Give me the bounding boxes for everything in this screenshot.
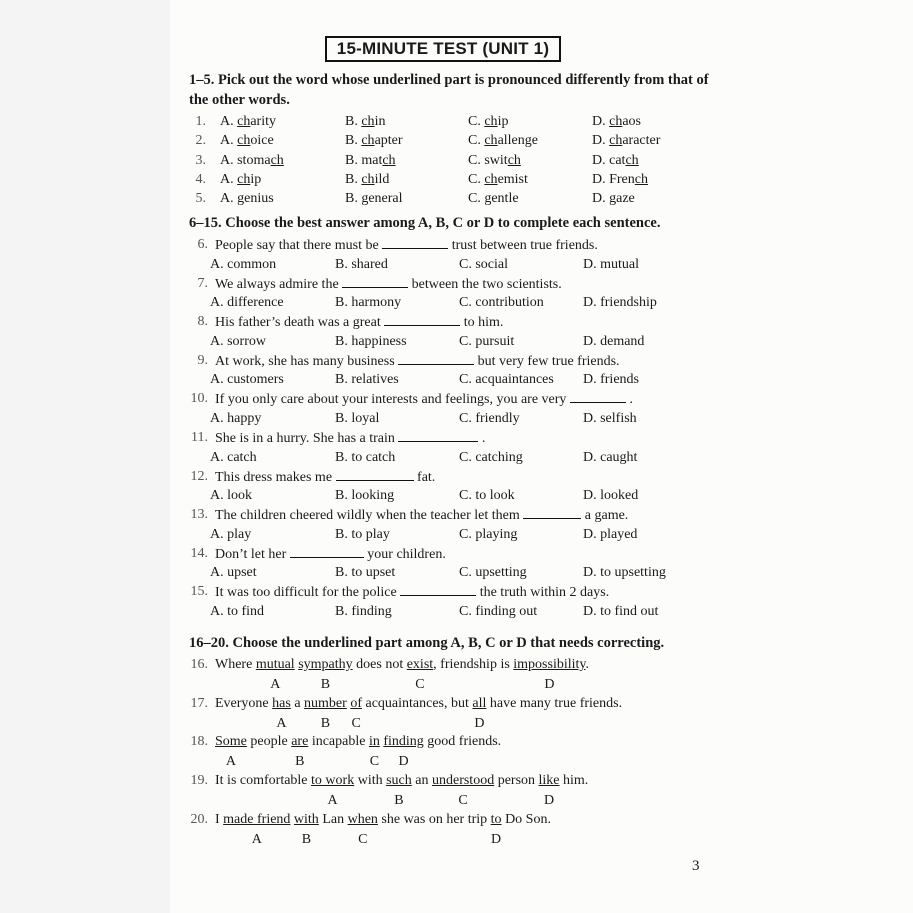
question-number: 11. [191, 430, 208, 445]
answer-option: B. chin [345, 114, 386, 129]
choice-letter: A [251, 831, 262, 847]
underlined-part: impossibility [513, 657, 586, 672]
underlined-part: in [368, 734, 380, 750]
answer-option: C. contribution [459, 295, 544, 311]
answer-option: B. harmony [335, 295, 402, 311]
question-number: 8. [197, 314, 208, 330]
choice-letter: D [544, 677, 555, 692]
underlined-part: mutual [255, 657, 295, 672]
underlined-sound: g [609, 191, 617, 207]
underlined-sound: ch [361, 133, 375, 149]
question-text: Where mutual sympathy does not exist, friendship is impossibility. [215, 657, 589, 672]
underlined-sound: g [237, 191, 245, 207]
answer-option: C. friendly [459, 410, 520, 426]
underlined-part: to work [311, 773, 355, 789]
underlined-part: understood [431, 773, 495, 789]
question-text: It is comfortable to work with such an understood person like him. [215, 773, 589, 789]
answer-option: A. charity [220, 114, 276, 129]
question-text: It was too difficult for the police the truth within 2 days. [215, 585, 610, 601]
section-2-instructions: 6–15. Choose the best answer among A, B, C or D to complete each sentence. [189, 215, 661, 231]
underlined-sound: ch [382, 152, 396, 168]
question-number: 4. [195, 171, 206, 187]
choice-letter: A [225, 754, 236, 770]
answer-option: B. to play [335, 526, 390, 542]
answer-option: D. caught [583, 449, 638, 465]
answer-option: A. upset [210, 565, 257, 581]
choice-letter: C [358, 831, 368, 847]
answer-option: B. relatives [335, 372, 399, 388]
answer-option: B. happiness [335, 333, 407, 349]
underlined-sound: ch [237, 114, 251, 129]
question-number: 15. [190, 584, 208, 600]
binding-gutter [0, 0, 170, 913]
answer-option: D. mutual [583, 256, 639, 272]
answer-option: A. customers [210, 372, 284, 388]
answer-option: B. child [345, 171, 390, 187]
answer-option: A. difference [210, 295, 284, 311]
choice-letter: C [458, 793, 468, 809]
question-number: 18. [190, 734, 208, 750]
underlined-sound: ch [609, 114, 623, 129]
question-number: 20. [190, 811, 208, 827]
underlined-part: all [472, 695, 487, 711]
question-number: 1. [195, 114, 206, 129]
answer-option: D. to find out [583, 603, 659, 619]
answer-option: C. catching [459, 449, 523, 465]
answer-blank [400, 584, 476, 596]
answer-option: D. French [592, 171, 648, 187]
answer-blank [523, 507, 581, 519]
answer-option: A. stomach [220, 152, 284, 168]
choice-letter: A [327, 793, 338, 809]
underlined-part: are [291, 734, 309, 750]
section-1-instructions: 1–5. Pick out the word whose underlined part is pronounced differently from that of the other words. [189, 72, 709, 108]
question-number: 2. [195, 133, 206, 149]
answer-option: A. look [210, 488, 252, 504]
answer-option: C. gentle [468, 191, 519, 207]
answer-blank [398, 353, 474, 365]
answer-option: B. looking [335, 488, 395, 504]
underlined-sound: ch [484, 133, 498, 149]
answer-option: D. to upsetting [583, 565, 666, 581]
choice-letter: D [474, 715, 485, 731]
answer-blank [336, 469, 414, 481]
underlined-sound: ch [634, 171, 648, 187]
question-text: The children cheered wildly when the teacher let them a game. [215, 508, 629, 524]
answer-blank [290, 546, 364, 558]
underlined-sound: ch [484, 171, 498, 187]
answer-option: D. demand [583, 333, 645, 349]
section-3-instructions: 16–20. Choose the underlined part among A, B, C or D that needs correcting. [189, 635, 665, 651]
answer-option: A. genius [220, 191, 274, 207]
answer-option: B. to upset [335, 565, 396, 581]
question-text: Don’t let her your children. [215, 546, 446, 562]
answer-option: D. friends [583, 372, 639, 388]
choice-letter: C [369, 754, 380, 770]
answer-option: C. to look [459, 488, 515, 504]
question-text: People say that there must be trust between true friends. [215, 238, 598, 253]
choice-letter: B [301, 831, 312, 847]
underlined-sound: ch [270, 152, 284, 168]
question-number: 12. [190, 468, 208, 484]
choice-letter: B [320, 715, 331, 731]
answer-option: C. social [459, 256, 508, 272]
answer-option: A. catch [210, 449, 257, 465]
underlined-sound: ch [361, 114, 375, 129]
underlined-part: made friend [223, 811, 291, 827]
underlined-sound: ch [484, 114, 498, 129]
underlined-part: such [386, 773, 412, 789]
question-number: 16. [190, 657, 208, 672]
question-number: 7. [197, 275, 208, 291]
underlined-part: like [538, 773, 560, 789]
underlined-sound: ch [237, 133, 251, 149]
answer-option: A. choice [220, 133, 274, 149]
answer-option: A. common [210, 256, 277, 272]
underlined-sound: ch [507, 152, 521, 168]
answer-option: D. looked [583, 488, 639, 504]
answer-option: C. playing [459, 526, 518, 542]
question-text: At work, she has many business but very few true friends. [215, 353, 620, 369]
underlined-part: when [347, 811, 378, 827]
answer-option: C. chip [468, 114, 509, 129]
answer-option: D. gaze [592, 191, 635, 207]
test-title: 15-MINUTE TEST (UNIT 1) [325, 36, 561, 62]
answer-blank [398, 430, 478, 442]
answer-blank [570, 391, 626, 403]
underlined-part: sympathy [298, 657, 353, 672]
question-number: 17. [190, 695, 208, 711]
answer-option: C. switch [468, 152, 521, 168]
choice-letter: A [276, 715, 287, 731]
underlined-sound: g [484, 191, 492, 207]
underlined-part: number [304, 695, 347, 711]
answer-option: A. play [210, 526, 252, 542]
underlined-sound: ch [237, 171, 251, 187]
question-text: Everyone has a number of acquaintances, but all have many true friends. [215, 695, 623, 711]
underlined-sound: g [361, 191, 369, 207]
underlined-part: has [272, 695, 291, 711]
answer-option: B. chapter [345, 133, 403, 149]
answer-option: A. sorrow [210, 333, 266, 349]
question-text: If you only care about your interests and feelings, you are very . [215, 392, 633, 408]
answer-option: B. general [345, 191, 403, 207]
underlined-part: Some [215, 734, 247, 750]
choice-letter: A [270, 677, 281, 692]
answer-option: C. upsetting [459, 565, 527, 581]
choice-letter: C [351, 715, 361, 731]
answer-option: D. played [583, 526, 638, 542]
answer-option: B. shared [335, 256, 388, 272]
question-text: She is in a hurry. She has a train . [215, 431, 486, 446]
choice-letter: D [491, 831, 502, 847]
underlined-part: exist [406, 657, 434, 672]
question-number: 3. [195, 152, 206, 168]
underlined-part: of [350, 695, 362, 711]
question-number: 9. [197, 352, 208, 368]
answer-option: B. finding [335, 603, 392, 619]
question-text: We always admire the between the two scientists. [215, 276, 562, 292]
answer-option: D. catch [592, 152, 639, 168]
answer-option: D. selfish [583, 410, 637, 426]
underlined-part: with [293, 811, 319, 827]
underlined-sound: ch [625, 152, 639, 168]
answer-option: A. happy [210, 410, 262, 426]
question-text: I made friend with Lan when she was on her trip to Do Son. [215, 811, 551, 827]
choice-letter: D [543, 793, 555, 809]
answer-option: C. chemist [468, 171, 528, 187]
page-number: 3 [692, 858, 700, 874]
answer-option: C. pursuit [459, 333, 515, 349]
answer-option: C. challenge [468, 133, 538, 149]
choice-letter: B [394, 793, 404, 809]
choice-letter: D [398, 754, 409, 770]
answer-option: A. chip [220, 171, 262, 187]
underlined-part: to [490, 811, 502, 827]
question-number: 5. [195, 191, 206, 207]
answer-blank [384, 314, 460, 326]
answer-option: D. chaos [592, 114, 642, 129]
underlined-sound: ch [609, 133, 623, 149]
answer-blank [382, 237, 448, 249]
answer-option: C. acquaintances [459, 372, 554, 388]
question-number: 14. [190, 545, 208, 561]
choice-letter: C [415, 677, 425, 692]
question-number: 10. [190, 391, 208, 407]
answer-option: C. finding out [459, 603, 538, 619]
question-number: 19. [190, 773, 208, 789]
underlined-part: finding [383, 734, 424, 750]
question-text: This dress makes me fat. [215, 469, 436, 485]
answer-option: B. loyal [335, 410, 380, 426]
question-number: 13. [190, 507, 208, 523]
answer-option: A. to find [210, 603, 265, 619]
answer-option: D. friendship [583, 295, 657, 311]
question-text: His father’s death was a great to him. [215, 315, 504, 331]
question-text: Some people are incapable in finding good friends. [215, 734, 502, 750]
answer-option: D. character [592, 133, 661, 149]
answer-blank [342, 276, 408, 288]
choice-letter: B [320, 677, 331, 692]
answer-option: B. to catch [335, 449, 396, 465]
answer-option: B. match [345, 152, 396, 168]
underlined-sound: ch [361, 171, 375, 187]
question-number: 6. [197, 237, 208, 252]
choice-letter: B [295, 754, 305, 770]
